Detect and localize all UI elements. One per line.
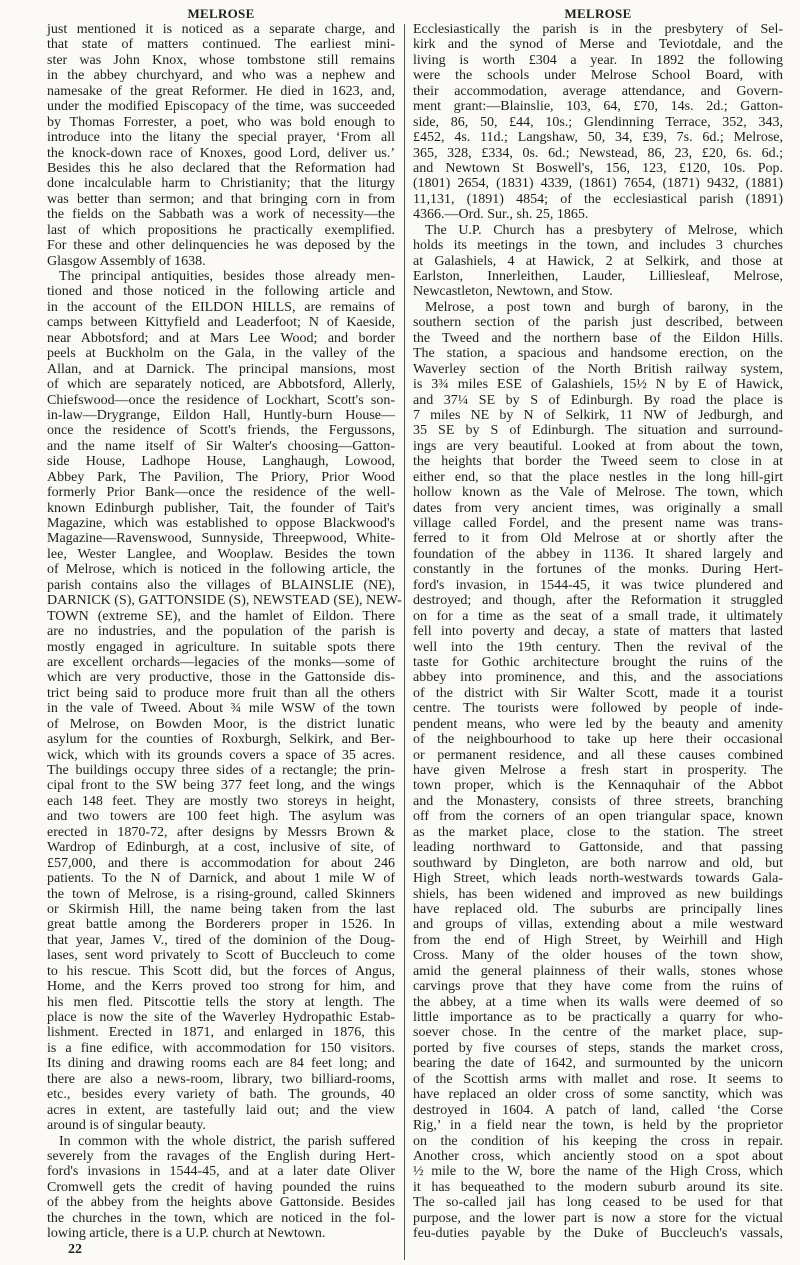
text-line: trict being said to produce more fruit than all the others bbox=[47, 685, 395, 701]
text-line: £57,000, and there is accommodation for about 246 bbox=[47, 855, 395, 871]
text-line: have replaced an older cross of some sanctity, which was bbox=[413, 1087, 783, 1103]
text-line: southward by Dingleton, are both narrow and old, but bbox=[413, 855, 783, 871]
paragraph bbox=[47, 1134, 395, 1242]
page-number: 22 bbox=[68, 1242, 82, 1257]
text-line: cipal front to the SW being 377 feet long, and the wings bbox=[47, 778, 395, 794]
text-line: the heights that border the Tweed seem to close in at bbox=[413, 454, 783, 470]
text-line: TOWN (extreme SE), and the hamlet of Eildon. There bbox=[47, 608, 395, 624]
text-line: ford's invasion, in 1544-45, it was twice plundered and bbox=[413, 577, 783, 593]
text-line: etc., besides every variety of bath. The grounds, 40 bbox=[47, 1087, 395, 1103]
text-line: and the Monastery, consists of three streets, branching bbox=[413, 793, 783, 809]
text-line: holds its meetings in the town, and includes 3 churches bbox=[413, 238, 783, 254]
text-line: side, 86, 50, £44, 10s.; Glendinning Terrace, 352, 343, bbox=[413, 114, 783, 130]
text-line: Its dining and drawing rooms each are 84 feet long; and bbox=[47, 1056, 395, 1072]
text-line: Home, and the Kerrs proved too strong for him, and bbox=[47, 979, 395, 995]
text-line: kirk and the synod of Merse and Teviotdale, and the bbox=[413, 37, 783, 53]
text-line: 4366.—Ord. Sur., sh. 25, 1865. bbox=[413, 207, 589, 223]
text-line: that state of matters continued. The earliest mini- bbox=[47, 37, 395, 53]
text-line: little importance as to be practically a quarry for who- bbox=[413, 1010, 783, 1025]
text-line: Another cross, which anciently stood on a spot about bbox=[413, 1148, 783, 1164]
left-text-column bbox=[47, 22, 402, 1242]
text-line: 365, 328, £334, 0s. 6d.; Newstead, 86, 23, £20, 6s. 6d.; bbox=[413, 145, 783, 161]
text-line: side House, Ladhope House, Langhaugh, Lowood, bbox=[47, 454, 395, 470]
text-line: The U.P. Church has a presbytery of Melrose, which bbox=[425, 222, 783, 238]
text-line: have replaced old. The suburbs are principally lines bbox=[413, 901, 783, 917]
text-line: their accommodation, average attendance, and Govern- bbox=[413, 83, 783, 99]
text-line: carvings prove that they have come from the ruins of bbox=[413, 979, 783, 995]
text-line: of Melrose, which is noticed in the following article, the bbox=[47, 562, 395, 578]
right-text-column bbox=[413, 22, 783, 1242]
text-line: in the account of the EILDON HILLS, are remains of bbox=[47, 299, 395, 315]
text-line: Cross. Many of the older houses of the town show, bbox=[413, 948, 783, 964]
text-line: ½ mile to the W, bore the name of the High Cross, which bbox=[413, 1164, 783, 1180]
text-line: lases, sent word privately to Scott of Buccleuch to come bbox=[47, 948, 395, 964]
text-line: done incalculable harm to Christianity; that the liturgy bbox=[47, 176, 395, 192]
text-line: the town of Melrose, is a rising-ground, called Skinners bbox=[47, 886, 395, 902]
text-line: the Tweed and the northern base of the Eildon Hills. bbox=[413, 330, 783, 346]
text-line: Chiefswood—once the residence of Lockhart, Scott's son- bbox=[47, 392, 395, 408]
text-line: there are also a news-room, library, two billiard-rooms, bbox=[47, 1071, 395, 1087]
text-line: at Galashiels, 4 at Hawick, 2 at Selkirk, and those at bbox=[413, 253, 783, 269]
paragraph bbox=[47, 269, 402, 1134]
text-line: in-law—Drygrange, Eildon Hall, Huntly-burn House— bbox=[47, 407, 395, 423]
text-line: is a fine edifice, with accommodation for 150 visitors. bbox=[47, 1040, 395, 1056]
text-line: Earlston, Innerleithen, Lauder, Lilliesleaf, Melrose, bbox=[413, 269, 783, 284]
text-line: is 3¾ miles ESE of Galashiels, 15½ N by E of Hawick, bbox=[413, 377, 783, 393]
text-line: of the district with Sir Walter Scott, made it a tourist bbox=[413, 685, 783, 701]
text-line: ings are very beautiful. Looked at from about the town, bbox=[413, 438, 783, 454]
text-line: to his rescue. This Scott did, but the forces of Angus, bbox=[47, 963, 395, 979]
text-line: under the modified Episcopacy of the time, was succeeded bbox=[47, 99, 395, 115]
text-line: southern section of the parish just described, between bbox=[413, 315, 783, 331]
text-line: on for a time as the seat of a small trade, it ultimately bbox=[413, 608, 783, 624]
text-line: leading northward to Gattonside, and that passing bbox=[413, 840, 783, 856]
text-line: formerly Prior Bank—once the residence of the well- bbox=[47, 485, 395, 501]
text-line: foundation of the abbey in 1136. It shared largely and bbox=[413, 546, 783, 562]
text-line: Allan, and at Darnick. The principal mansions, most bbox=[47, 361, 395, 377]
text-line: village called Fordel, and the present name was trans- bbox=[413, 516, 783, 531]
text-line: High Street, which leads north-westwards towards Gala- bbox=[413, 871, 783, 887]
text-line: and groups of villas, extending about a mile westward bbox=[413, 917, 783, 933]
text-line: just mentioned it is noticed as a separate charge, and bbox=[47, 22, 395, 37]
text-line: and Newtown St Boswell's, 156, 123, £120, 10s. Pop. bbox=[413, 160, 783, 176]
running-header-left: MELROSE bbox=[187, 6, 255, 21]
text-line: Wardrop of Edinburgh, at a cost, inclusive of site, of bbox=[47, 840, 395, 856]
text-line: ford's invasions in 1544-45, and at a later date Oliver bbox=[47, 1164, 395, 1180]
text-line: town proper, which is the Kennaquhair of the Abbot bbox=[413, 778, 783, 794]
text-line: his men fled. Pitscottie tells the story at length. The bbox=[47, 994, 395, 1010]
text-line: ment grant:—Blainslie, 103, 64, £70, 14s. 2d.; Gatton- bbox=[413, 99, 783, 115]
text-line: taste for Gothic architecture brought the ruins of the bbox=[413, 654, 783, 670]
text-line: it has bequeathed to the modern suburb around its site. bbox=[413, 1179, 783, 1195]
text-line: peels at Buckholm on the Gala, in the valley of the bbox=[47, 346, 395, 362]
text-line: purpose, and the lower part is now a store for the victual bbox=[413, 1210, 783, 1226]
text-line: amid the general plainness of their walls, stones whose bbox=[413, 963, 783, 979]
text-line: was better than sermon; and that bringing corn in from bbox=[47, 191, 395, 207]
text-line: and the name itself of Sir Walter's choosing—Gatton- bbox=[47, 438, 395, 454]
text-line: dates from very ancient times, was originally a small bbox=[413, 500, 783, 516]
text-line: known Edinburgh publisher, Tait, the founder of Tait's bbox=[47, 500, 395, 516]
text-line: wick, which with its grounds covers a space of 35 acres. bbox=[47, 747, 395, 763]
text-line: in the abbey churchyard, and who was a nephew and bbox=[47, 68, 395, 84]
text-line: Glasgow Assembly of 1638. bbox=[47, 253, 206, 269]
text-line: the knock-down race of Knoxes, good Lord, deliver us.’ bbox=[47, 145, 395, 161]
text-line: Newcastleton, Newtown, and Stow. bbox=[413, 284, 613, 300]
text-line: The so-called jail has long ceased to be used for that bbox=[413, 1195, 783, 1211]
paragraph bbox=[413, 300, 783, 1242]
text-line: well into the 19th century. Then the revival of the bbox=[413, 639, 783, 655]
text-line: around is of singular beauty. bbox=[47, 1118, 206, 1134]
text-line: by Thomas Forrester, a poet, who was bold enough to bbox=[47, 114, 395, 130]
text-line: each 148 feet. They are mostly two storeys in height, bbox=[47, 793, 395, 809]
text-line: place is now the site of the Waverley Hydropathic Estab- bbox=[47, 1010, 395, 1025]
text-line: Magazine, which was established to oppose Blackwood's bbox=[47, 516, 395, 531]
text-line: acres in extent, are tastefully laid out; and the view bbox=[47, 1102, 395, 1118]
text-line: the churches in the town, which are noticed in the fol- bbox=[47, 1210, 395, 1226]
paragraph bbox=[413, 22, 783, 223]
text-line: The principal antiquities, besides those already men- bbox=[59, 269, 395, 284]
text-line: on the condition of his keeping the cross in repair. bbox=[413, 1133, 783, 1149]
text-line: fell into poverty and decay, a state of matters that lasted bbox=[413, 624, 783, 640]
text-line: Rig,’ in a field near the town, is held by the proprietor bbox=[413, 1118, 783, 1134]
text-line: constantly in the fortunes of the monks. During Hert- bbox=[413, 562, 783, 578]
text-line: Magazine—Ravenswood, Sunnyside, Threepwood, White- bbox=[47, 531, 395, 547]
text-line: DARNICK (S), GATTONSIDE (S), NEWSTEAD (SE), NEW- bbox=[47, 593, 402, 609]
text-line: soever chose. In the centre of the market place, sup- bbox=[413, 1025, 783, 1041]
text-line: as the market place, close to the station. The street bbox=[413, 824, 783, 840]
text-line: asylum for the counties of Roxburgh, Selkirk, and Ber- bbox=[47, 732, 395, 748]
text-line: mostly engaged in agriculture. In suitable spots there bbox=[47, 639, 395, 655]
text-line: pendent means, who were led by the beauty and amenity bbox=[413, 716, 783, 732]
text-line: introduce into the litany the special prayer, ‘From all bbox=[47, 130, 395, 146]
text-line: (1801) 2654, (1831) 4339, (1861) 7654, (1871) 9432, (1881) bbox=[413, 176, 783, 192]
paragraph bbox=[413, 223, 783, 300]
text-line: and two towers are 100 feet high. The asylum was bbox=[47, 809, 395, 825]
text-line: namesake of the great Reformer. He died in 1623, and, bbox=[47, 83, 395, 99]
text-line: patients. To the N of Darnick, and about 1 mile W of bbox=[47, 871, 395, 887]
text-line: were the schools under Melrose School Board, with bbox=[413, 68, 783, 84]
text-line: centre. The tourists were followed by people of inde- bbox=[413, 701, 783, 717]
text-line: camps between Kittyfield and Leaderfoot; N of Kaeside, bbox=[47, 315, 395, 331]
text-line: lee, Wester Langlee, and Wooplaw. Besides the town bbox=[47, 546, 395, 562]
text-line: 35 SE by S of Edinburgh. The situation and surround- bbox=[413, 423, 783, 439]
text-line: or Skirmish Hill, the name being taken from the last bbox=[47, 901, 395, 917]
text-line: once the residence of Scott's friends, the Fergussons, bbox=[47, 423, 395, 439]
text-line: Ecclesiastically the parish is in the presbytery of Sel- bbox=[413, 22, 783, 37]
text-line: ferred to it from Old Melrose at or shortly after the bbox=[413, 531, 783, 547]
text-line: of Melrose, on Bowden Moor, is the district lunatic bbox=[47, 716, 395, 732]
text-line: are excellent orchards—legacies of the monks—some of bbox=[47, 654, 395, 670]
text-line: in the vale of Tweed. About ¾ mile WSW of the town bbox=[47, 701, 395, 717]
text-line: The buildings occupy three sides of a rectangle; the prin- bbox=[47, 763, 395, 778]
text-line: ster was John Knox, whose tombstone still remains bbox=[47, 52, 395, 68]
text-line: destroyed; and though, after the Reformation it struggled bbox=[413, 593, 783, 609]
text-line: £452, 4s. 11d.; Langshaw, 50, 34, £39, 7s. 6d.; Melrose, bbox=[413, 130, 783, 146]
text-line: Abbey Park, The Pavilion, The Priory, Prior Wood bbox=[47, 469, 395, 485]
text-line: the fields on the Sabbath was a work of necessity—the bbox=[47, 207, 395, 223]
text-line: erected in 1870-72, after designs by Messrs Brown & bbox=[47, 824, 395, 840]
text-line: of the neighbourhood to take up here their occasional bbox=[413, 732, 783, 748]
text-line: from the end of High Street, by Weirhill and High bbox=[413, 932, 783, 948]
text-line: lishment. Erected in 1871, and enlarged in 1876, this bbox=[47, 1025, 395, 1041]
text-line: off from the corners of an open triangular space, known bbox=[413, 809, 783, 825]
text-line: shiels, has been widened and improved as new buildings bbox=[413, 886, 783, 902]
text-line: In common with the whole district, the parish suffered bbox=[59, 1133, 395, 1149]
running-header-right: MELROSE bbox=[564, 6, 632, 21]
text-line: of the Scottish arms with mallet and rose. It seems to bbox=[413, 1071, 783, 1087]
text-line: feu-duties payable by the Duke of Buccleuch's vassals, bbox=[413, 1226, 783, 1242]
text-line: great battle among the Borderers proper in 1526. In bbox=[47, 917, 395, 933]
text-line: that year, James V., tired of the dominion of the Doug- bbox=[47, 932, 395, 948]
text-line: of which are separately noticed, are Abbotsford, Allerly, bbox=[47, 377, 395, 393]
text-line: near Abbotsford; and at Mars Lee Wood; and border bbox=[47, 330, 395, 346]
text-line: which are very productive, those in the Gattonside dis- bbox=[47, 670, 395, 686]
text-line: destroyed in 1604. A patch of land, called ‘the Corse bbox=[413, 1102, 783, 1118]
text-line: hollow known as the Vale of Melrose. The town, which bbox=[413, 485, 783, 501]
text-line: 7 miles NE by N of Selkirk, 11 NW of Jedburgh, and bbox=[413, 407, 783, 423]
text-line: abbey into prominence, and this, and the associations bbox=[413, 670, 783, 686]
text-line: lowing article, there is a U.P. church at Newtown. bbox=[47, 1226, 326, 1242]
text-line: The station, a spacious and handsome erection, on the bbox=[413, 346, 783, 362]
text-line: For these and other delinquencies he was deposed by the bbox=[47, 238, 395, 254]
text-line: are no industries, and the population of the parish is bbox=[47, 624, 395, 640]
text-line: tioned and those noticed in the following article and bbox=[47, 284, 395, 300]
text-line: 11,131, (1891) 4854; of the ecclesiastical parish (1891) bbox=[413, 191, 783, 207]
text-line: living is worth £304 a year. In 1892 the following bbox=[413, 52, 783, 68]
text-line: Waverley section of the North British railway system, bbox=[413, 361, 783, 377]
text-line: parish contains also the villages of BLAINSLIE (NE), bbox=[47, 577, 395, 593]
text-line: Besides this he also declared that the Reformation had bbox=[47, 160, 395, 176]
paragraph bbox=[47, 22, 395, 269]
text-line: of the abbey from the heights above Gattonside. Besides bbox=[47, 1195, 395, 1211]
column-divider bbox=[404, 24, 405, 1260]
text-line: the abbey, at a time when its walls were deemed of so bbox=[413, 994, 783, 1010]
text-line: have given Melrose a fresh start in prosperity. The bbox=[413, 763, 783, 778]
text-line: or permanent residence, and all these causes combined bbox=[413, 747, 783, 763]
text-line: bearing the date of 1642, and surmounted by the unicorn bbox=[413, 1056, 783, 1072]
text-line: and 37¼ SE by S of Edinburgh. By road the place is bbox=[413, 392, 783, 408]
text-line: severely from the ravages of the English during Hert- bbox=[47, 1148, 395, 1164]
text-line: either end, so that the place nestles in the long hill-girt bbox=[413, 469, 783, 485]
text-line: Cromwell gets the credit of having pounded the ruins bbox=[47, 1179, 395, 1195]
text-line: last of which propositions he practically exemplified. bbox=[47, 222, 395, 238]
text-line: ported by five courses of steps, stands the market cross, bbox=[413, 1040, 783, 1056]
text-line: Melrose, a post town and burgh of barony, in the bbox=[425, 299, 783, 315]
